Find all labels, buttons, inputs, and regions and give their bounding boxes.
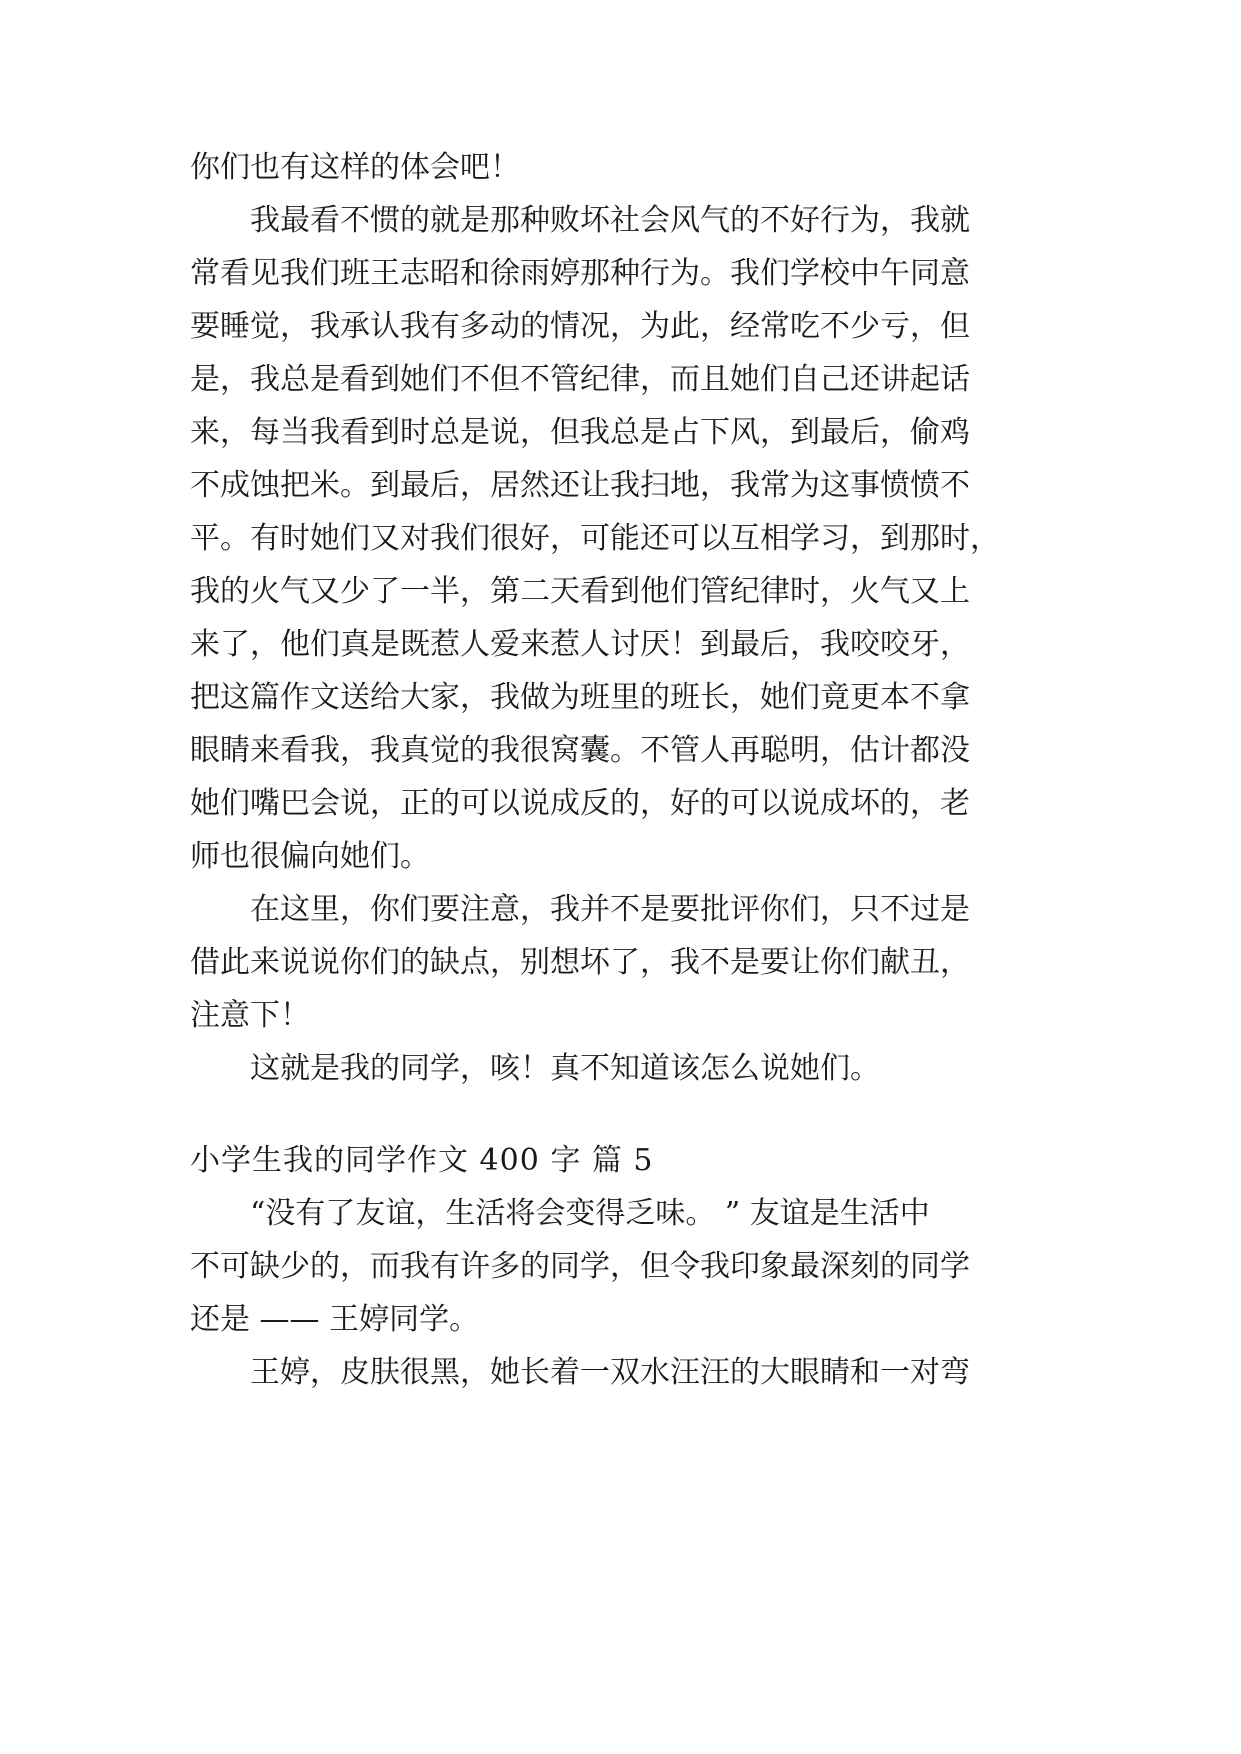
text-line: 我最看不惯的就是那种败坏社会风气的不好行为，我就 xyxy=(190,203,970,238)
text-line: 她们嘴巴会说，正的可以说成反的，好的可以说成坏的，老 xyxy=(190,786,970,821)
text-line: 不成蚀把米。到最后，居然还让我扫地，我常为这事愤愤不 xyxy=(190,468,970,503)
text-line: 常看见我们班王志昭和徐雨婷那种行为。我们学校中午同意 xyxy=(190,256,970,291)
text-line: 来，每当我看到时总是说，但我总是占下风，到最后，偷鸡 xyxy=(190,415,970,450)
text-line: 你们也有这样的体会吧！ xyxy=(190,150,520,185)
text-line: 借此来说说你们的缺点，别想坏了，我不是要让你们献丑， xyxy=(190,945,970,980)
text-line: 要睡觉，我承认我有多动的情况，为此，经常吃不少亏，但 xyxy=(190,309,970,344)
text-line: 平。有时她们又对我们很好，可能还可以互相学习，到那时， xyxy=(190,521,1000,556)
text-line: 把这篇作文送给大家，我做为班里的班长，她们竟更本不拿 xyxy=(190,680,970,715)
text-line: 我的火气又少了一半，第二天看到他们管纪律时，火气又上 xyxy=(190,574,970,609)
text-line: 师也很偏向她们。 xyxy=(190,839,430,874)
text-line: 在这里，你们要注意，我并不是要批评你们，只不过是 xyxy=(190,892,970,927)
text-line: “没有了友谊，生活将会变得乏味。 ” 友谊是生活中 xyxy=(190,1196,930,1231)
text-line: 这就是我的同学，咳！真不知道该怎么说她们。 xyxy=(190,1051,880,1086)
text-line: 还是 —— 王婷同学。 xyxy=(190,1302,480,1337)
text-line: 注意下！ xyxy=(190,998,310,1033)
text-line: 眼睛来看我，我真觉的我很窝囊。不管人再聪明，估计都没 xyxy=(190,733,970,768)
text-line: 王婷，皮肤很黑，她长着一双水汪汪的大眼睛和一对弯 xyxy=(190,1355,970,1390)
section-heading: 小学生我的同学作文 400 字 篇 5 xyxy=(190,1143,654,1178)
text-line: 是，我总是看到她们不但不管纪律，而且她们自己还讲起话 xyxy=(190,362,970,397)
text-line: 来了，他们真是既惹人爱来惹人讨厌！到最后，我咬咬牙， xyxy=(190,627,970,662)
text-line: 不可缺少的，而我有许多的同学，但令我印象最深刻的同学 xyxy=(190,1249,970,1284)
